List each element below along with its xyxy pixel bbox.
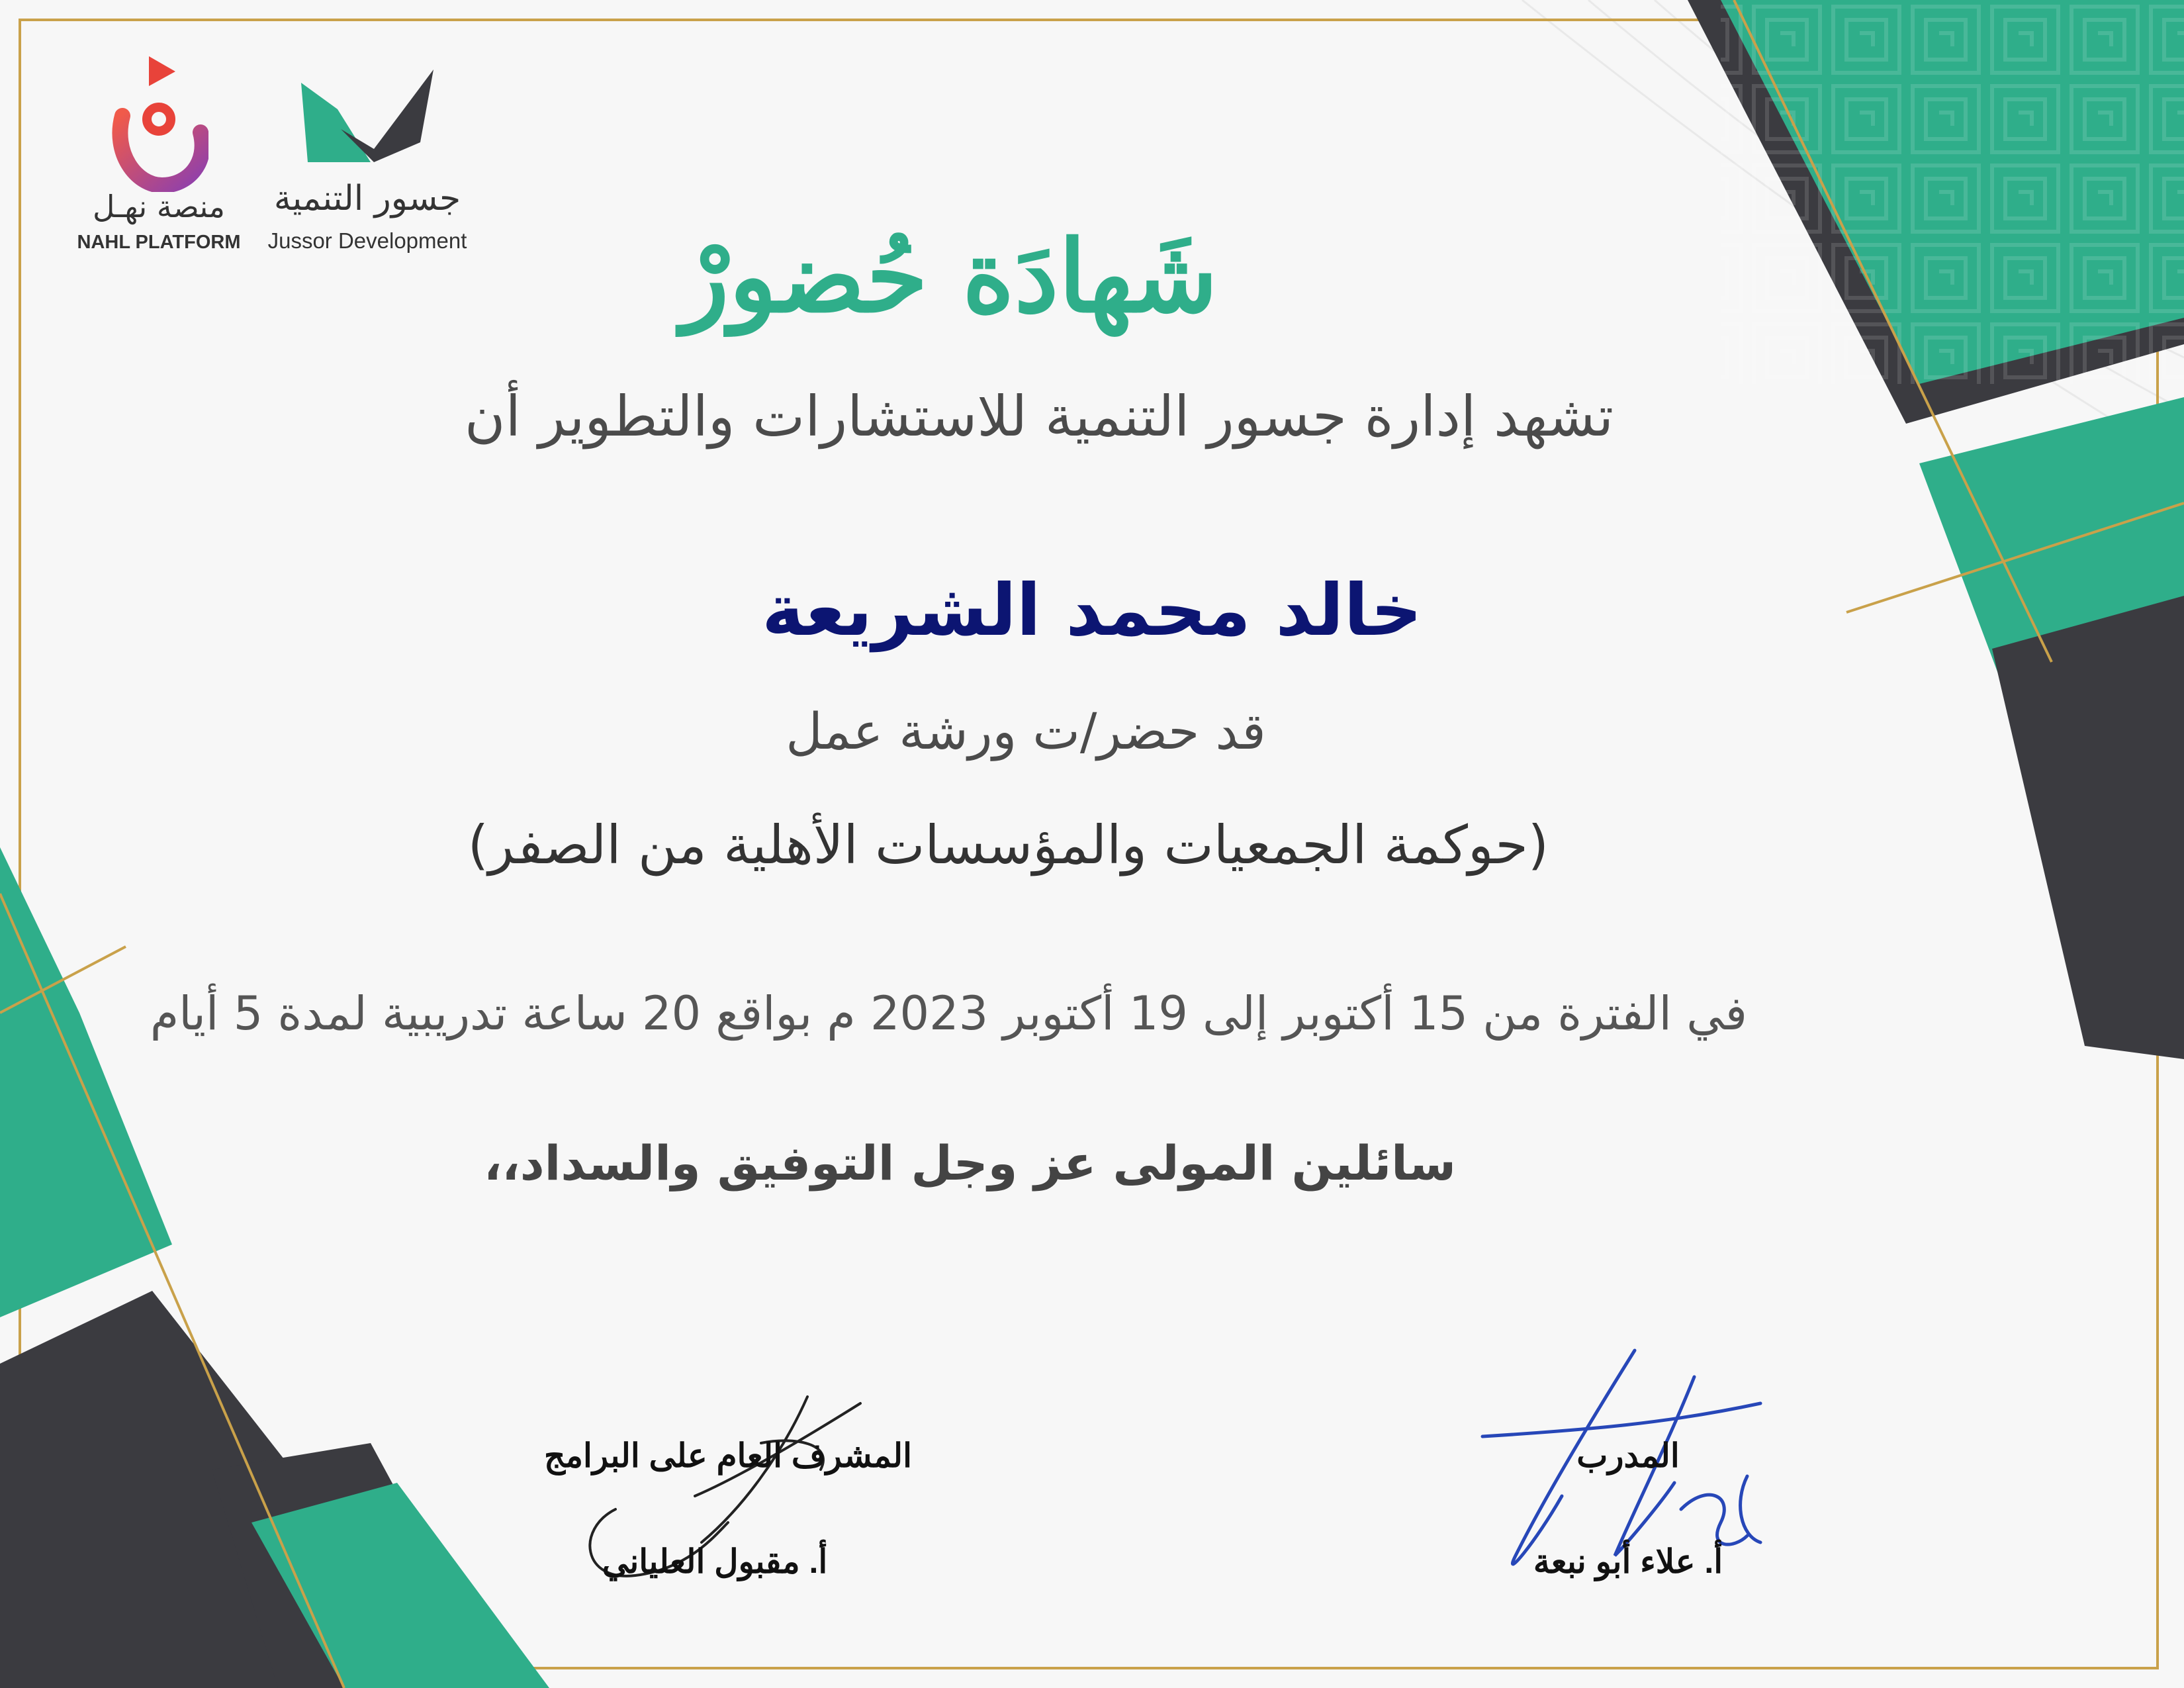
nahl-logo	[73, 53, 245, 265]
recipient-name: خالد محمد الشريعة	[762, 569, 1422, 652]
jussor-logo	[258, 66, 477, 265]
nahl-logo-icon	[109, 53, 208, 192]
certificate-intro: تشهد إدارة جسور التنمية للاستشارات والتطوير أن	[464, 384, 1614, 449]
workshop-title: (حوكمة الجمعيات والمؤسسات الأهلية من الصفر)	[467, 814, 1549, 876]
right-dark-shape	[1992, 596, 2184, 1059]
supervisor-role: المشرف العام على البرامج	[544, 1437, 912, 1474]
closing-text: سائلين المولى عز وجل التوفيق والسداد،،	[483, 1135, 1456, 1191]
period-text: في الفترة من 15 أكتوبر إلى 19 أكتوبر 2023 م بواقع 20 ساعة تدريبية لمدة 5 أيام	[150, 986, 1747, 1041]
trainer-role: المدرب	[1576, 1437, 1680, 1474]
trainer-name: أ. علاء أبو نبعة	[1533, 1543, 1723, 1580]
certificate-title: شَهادَة حُضورْ	[681, 218, 1218, 335]
left-green-shape	[0, 847, 172, 1317]
supervisor-name: أ. مقبول العلياني	[602, 1543, 828, 1580]
jussor-logo-icon	[301, 70, 433, 162]
jussor-name-ar: جسور التنمية	[273, 179, 461, 218]
nahl-name-ar: منصة نهـل	[92, 189, 225, 224]
jussor-name-en: Jussor Development	[267, 228, 467, 253]
nahl-name-en: NAHL PLATFORM	[77, 232, 241, 253]
attended-text: قد حضر/ت ورشة عمل	[786, 702, 1266, 761]
